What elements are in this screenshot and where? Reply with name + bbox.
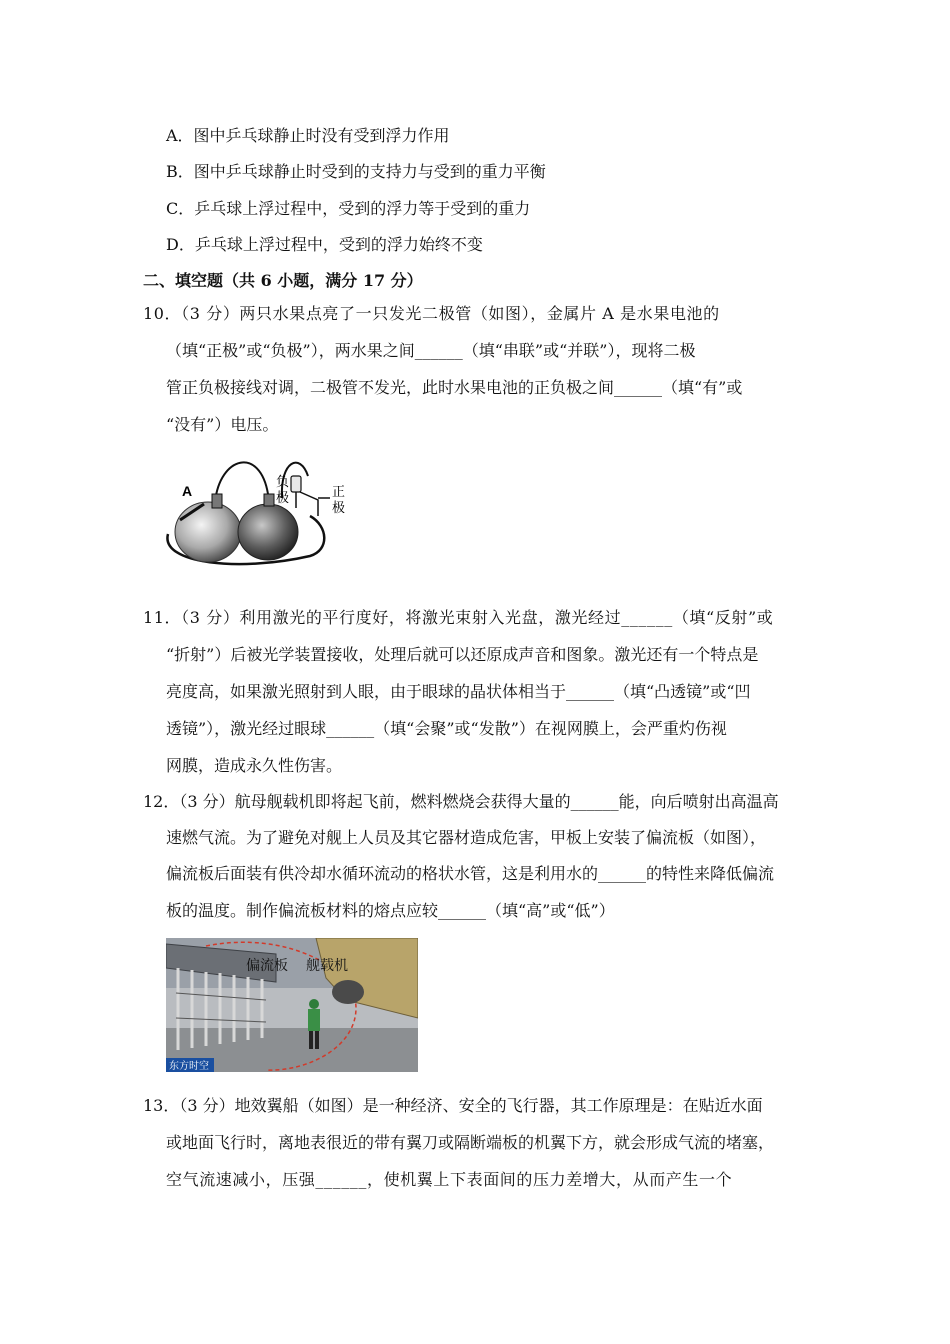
label-pos-1: 正 (332, 485, 346, 500)
label-aircraft: 舰载机 (306, 958, 348, 974)
section-heading: 二、填空题（共 6 小题，满分 17 分） (143, 271, 423, 290)
q13-line-2: 或地面飞行时，离地表很近的带有翼刀或隔断端板的机翼下方，就会形成气流的堵塞， (166, 1133, 775, 1152)
engine-nozzle (332, 980, 364, 1004)
option-c: C．乒乓球上浮过程中，受到的浮力等于受到的重力 (166, 199, 531, 218)
deflector-frame (178, 968, 262, 1050)
q11-line-5: 网膜，造成永久性伤害。 (166, 756, 343, 775)
led (291, 476, 301, 492)
fruit-battery-figure (160, 446, 360, 572)
crew-leg-right (315, 1031, 319, 1049)
q12-line-3: 偏流板后面装有供冷却水循环流动的格状水管，这是利用水的______的特性来降低偏流 (166, 864, 775, 883)
q11-line-1: 11．（3 分）利用激光的平行度好，将激光束射入光盘，激光经过______（填“反射”或 (143, 608, 774, 627)
q10-line-4: “没有”）电压。 (166, 415, 279, 434)
option-b: B．图中乒乓球静止时受到的支持力与受到的重力平衡 (166, 162, 546, 181)
q11-line-3: 亮度高，如果激光照射到人眼，由于眼球的晶状体相当于______（填“凸透镜”或“凹 (166, 682, 751, 701)
metal-plate (264, 494, 274, 506)
option-a: A．图中乒乓球静止时没有受到浮力作用 (166, 126, 450, 145)
right-fruit (238, 504, 298, 560)
label-deflector: 偏流板 (246, 958, 288, 974)
q10-line-3: 管正负极接线对调，二极管不发光，此时水果电池的正负极之间______（填“有”或 (166, 378, 743, 397)
crew-head (309, 999, 319, 1009)
q10-line-2: （填“正极”或“负极”），两水果之间______（填“串联”或“并联”），现将二极 (166, 341, 696, 360)
connect-wire (215, 462, 268, 502)
metal-plate-a (212, 494, 222, 508)
q12-line-1: 12．（3 分）航母舰载机即将起飞前，燃料燃烧会获得大量的______能，向后喷射出高温高 (143, 792, 779, 811)
q13-line-1: 13．（3 分）地效翼船（如图）是一种经济、安全的飞行器，其工作原理是：在贴近水面 (143, 1096, 763, 1115)
crew-body (308, 1009, 320, 1031)
q12-line-4: 板的温度。制作偏流板材料的熔点应较______（填“高”或“低”） (166, 901, 615, 920)
q11-line-4: 透镜”），激光经过眼球______（填“会聚”或“发散”）在视网膜上，会严重灼伤视 (166, 719, 727, 738)
left-fruit (175, 502, 241, 562)
crew-leg-left (309, 1031, 313, 1049)
tv-logo: 东方时空 (169, 1061, 209, 1072)
q12-line-2: 速燃气流。为了避免对舰上人员及其它器材造成危害，甲板上安装了偏流板（如图）， (166, 828, 767, 847)
label-neg-2: 极 (276, 491, 290, 506)
label-a: A (182, 483, 193, 499)
label-neg-1: 负 (276, 475, 290, 490)
label-pos-2: 极 (332, 501, 346, 516)
option-d: D．乒乓球上浮过程中，受到的浮力始终不变 (166, 235, 483, 254)
led-leads (296, 492, 318, 516)
q11-line-2: “折射”）后被光学装置接收，处理后就可以还原成声音和图象。激光还有一个特点是 (166, 645, 759, 664)
q13-line-3: 空气流速减小，压强______，使机翼上下表面间的压力差增大，从而产生一个 (166, 1170, 733, 1189)
deflector-photo (166, 938, 418, 1072)
q10-line-1: 10．（3 分）两只水果点亮了一只发光二极管（如图），金属片 A 是水果电池的 (143, 304, 720, 323)
